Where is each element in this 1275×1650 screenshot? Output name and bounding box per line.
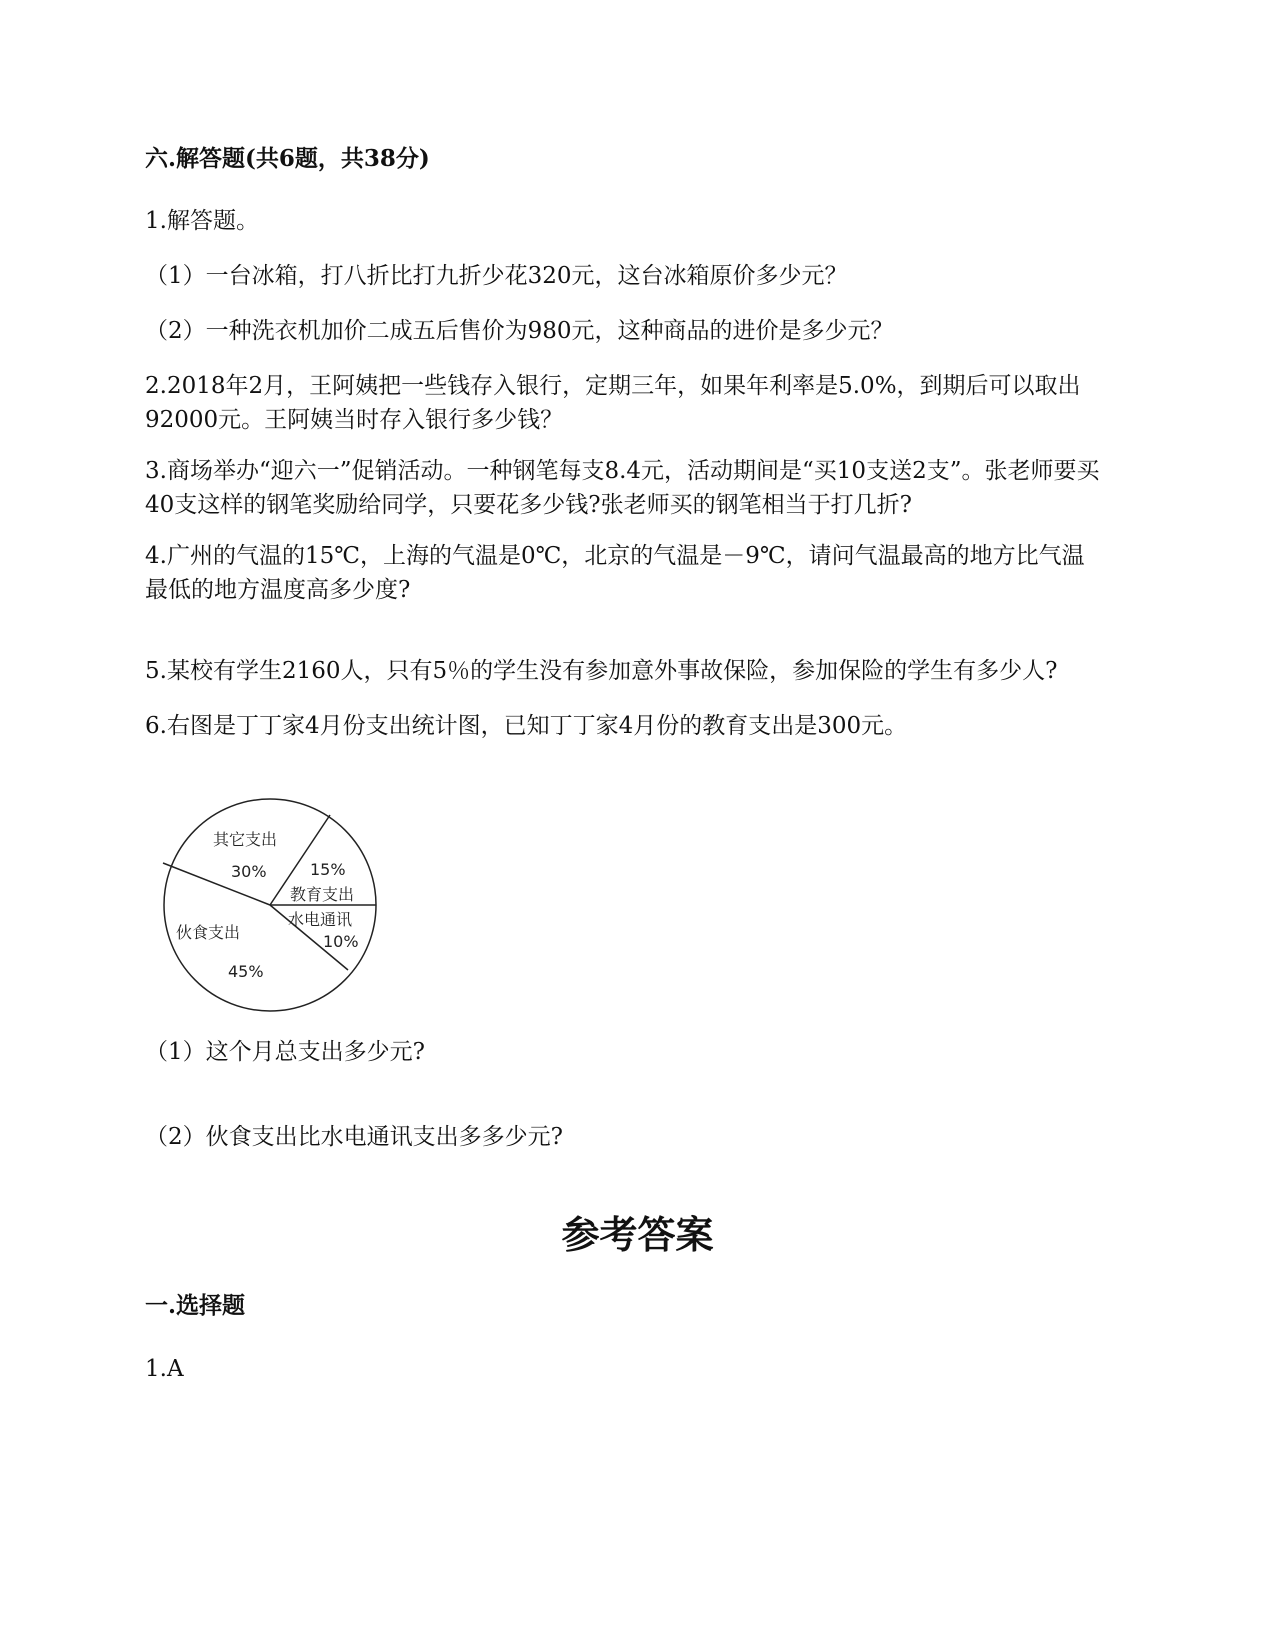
question-6-part-2: （2）伙食支出比水电通讯支出多多少元?: [145, 1124, 563, 1150]
slice-value-education: 15%: [310, 860, 346, 879]
question-1-part-2: （2）一种洗衣机加价二成五后售价为980元，这种商品的进价是多少元？: [145, 318, 894, 344]
section-heading: 六.解答题(共6题，共38分): [145, 145, 430, 172]
answer-1: 1.A: [145, 1356, 184, 1382]
question-1-stem: 1.解答题。: [145, 208, 259, 234]
slice-label-utilities: 水电通讯: [288, 910, 353, 929]
answers-title: 参考答案: [561, 1212, 714, 1257]
question-5: 5.某校有学生2160人，只有5％的学生没有参加意外事故保险，参加保险的学生有多少人?: [145, 658, 1058, 684]
slice-label-other: 其它支出: [213, 830, 278, 849]
slice-value-utilities: 10%: [323, 932, 359, 951]
question-6-part-1: （1）这个月总支出多少元?: [145, 1039, 425, 1065]
question-3: 3.商场举办“迎六一”促销活动。一种钢笔每支8.4元，活动期间是“买10支送2支”。张老师要买40支这样的钢笔奖励给同学，只要花多少钱?张老师买的钢笔相当于打几折?: [145, 458, 1100, 518]
question-1-part-1: （1）一台冰箱，打八折比打九折少花320元，这台冰箱原价多少元？: [145, 263, 848, 289]
slice-label-education: 教育支出: [290, 885, 355, 904]
slice-value-other: 30%: [231, 862, 267, 881]
question-4: 4.广州的气温的15℃，上海的气温是0℃，北京的气温是－9℃，请问气温最高的地方比气温最低的地方温度高多少度?: [145, 543, 1085, 603]
slice-value-food: 45%: [228, 962, 264, 981]
expense-pie-chart: [158, 795, 398, 1035]
slice-label-food: 伙食支出: [176, 923, 241, 942]
question-6-stem: 6.右图是丁丁家4月份支出统计图，已知丁丁家4月份的教育支出是300元。: [145, 713, 908, 739]
answers-section-heading: 一.选择题: [145, 1292, 246, 1319]
question-2: 2.2018年2月，王阿姨把一些钱存入银行，定期三年，如果年利率是5.0%，到期后可以取出92000元。王阿姨当时存入银行多少钱？: [145, 373, 1081, 433]
